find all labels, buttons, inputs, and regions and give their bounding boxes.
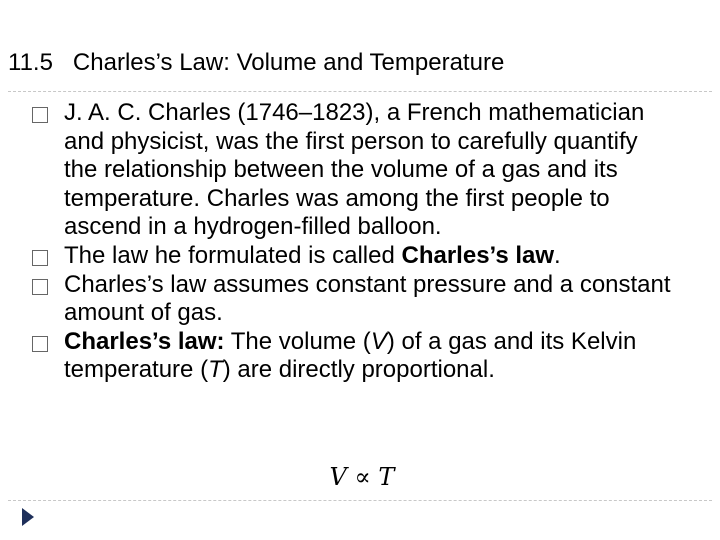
square-bullet-icon bbox=[32, 336, 48, 352]
square-bullet-icon bbox=[32, 107, 48, 123]
proportional-symbol: ∝ bbox=[354, 463, 371, 491]
variable-v: V bbox=[370, 327, 387, 355]
bullet-label: Charles’s law: bbox=[64, 327, 225, 355]
play-arrow-icon[interactable] bbox=[22, 508, 34, 526]
bullet-text: ) of a gas and its Kelvin temperature ( bbox=[64, 327, 637, 384]
bullet-item-law-statement bbox=[32, 328, 672, 385]
formula-right-var: T bbox=[378, 463, 395, 491]
bullet-text: The law he formulated is called bbox=[64, 241, 402, 269]
bullet-emphasis: Charles’s law bbox=[401, 241, 555, 269]
bullet-item-law-name bbox=[32, 242, 672, 271]
footer-divider bbox=[8, 500, 712, 501]
bullet-item-charles-bio bbox=[32, 99, 672, 242]
variable-t: T bbox=[208, 356, 223, 384]
bullet-text: The volume ( bbox=[224, 327, 371, 355]
slide-body bbox=[32, 99, 672, 385]
title-divider bbox=[8, 91, 712, 92]
bullet-text: ) are directly proportional. bbox=[222, 356, 495, 384]
formula-left-var: V bbox=[329, 463, 347, 491]
proportionality-formula bbox=[316, 458, 408, 496]
bullet-text: J. A. C. Charles (1746–1823), a French mathematician and physicist, was the first person to carefully quantify the relationship between the volume of a gas and its temperature. Charles was among the first people to ascend in a hydrogen-filled balloon. bbox=[64, 99, 645, 241]
bullet-text: . bbox=[554, 241, 561, 269]
square-bullet-icon bbox=[32, 250, 48, 266]
square-bullet-icon bbox=[32, 279, 48, 295]
slide-title: 11.5 Charles’s Law: Volume and Temperature bbox=[8, 49, 505, 76]
bullet-item-assumptions bbox=[32, 271, 672, 328]
bullet-text: Charles’s law assumes constant pressure and a constant amount of gas. bbox=[64, 270, 671, 327]
